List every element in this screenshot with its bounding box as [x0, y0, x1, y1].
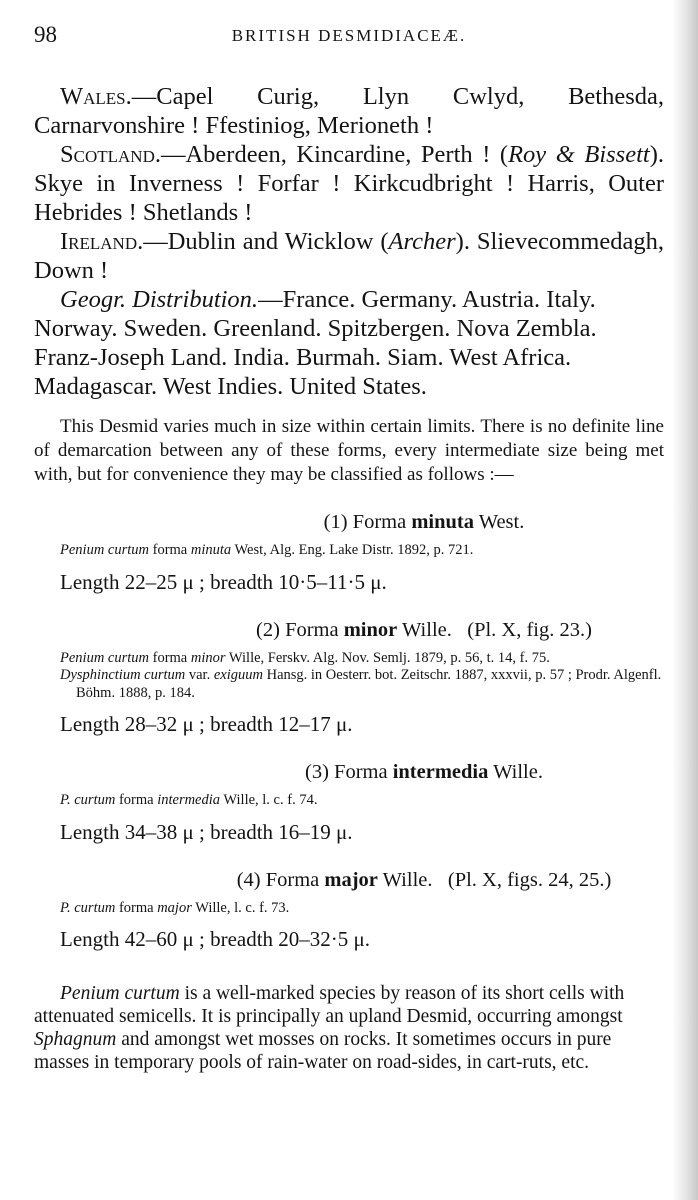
- forma-plate: (Pl. X, fig. 23.): [467, 618, 592, 641]
- forma-number: (2) Forma: [256, 618, 339, 641]
- forma-measurements: Length 28–32 μ ; breadth 12–17 μ.: [60, 712, 353, 736]
- distribution-section: [34, 82, 664, 401]
- closing-text-a: is a well-marked species by reason of its short cells with attenuated semicells. It is principally an upland Desmid, occurring amongst: [34, 983, 625, 1027]
- reference-species: Penium curtum: [60, 542, 149, 558]
- reference-citation: Wille, l. c. f. 74.: [223, 792, 318, 808]
- forma-author: Wille.: [493, 761, 543, 783]
- geog-label: Geogr. Distribution.: [60, 286, 259, 313]
- forma-heading: [184, 869, 664, 892]
- ireland-text-b: ). Slievecommedagh, Down !: [34, 228, 664, 284]
- forma-author: Wille.: [382, 868, 433, 891]
- reference-species: P. curtum: [60, 792, 116, 808]
- forma-heading: [184, 619, 664, 642]
- forma-author: Wille.: [402, 618, 452, 641]
- scotland-authors: Roy & Bissett: [508, 141, 650, 168]
- forma-plate: (Pl. X, figs. 24, 25.): [447, 868, 612, 891]
- reference-variety: major: [157, 899, 192, 916]
- forma-entry: [34, 619, 664, 738]
- wales-label: Wales.: [60, 83, 132, 110]
- reference-variety: minor: [190, 649, 226, 666]
- forma-reference: [60, 650, 664, 668]
- page-number: 98: [34, 22, 57, 47]
- wales-paragraph: [34, 82, 664, 140]
- reference-rank: forma: [118, 899, 154, 916]
- forma-name: minor: [343, 618, 398, 641]
- forma-reference: [60, 542, 664, 560]
- closing-section: [34, 982, 664, 1074]
- reference-rank: forma: [152, 542, 188, 558]
- forma-measurements: Length 34–38 μ ; breadth 16–19 μ.: [60, 819, 353, 844]
- ireland-author: Archer: [388, 228, 456, 255]
- wales-text: —Capel Curig, Llyn Cwlyd, Bethesda, Carnarvonshire ! Ffestiniog, Merioneth !: [34, 83, 664, 139]
- scotland-text-b: ). Skye in Inverness ! Forfar ! Kirkcudbright ! Harris, Outer Hebrides ! Shetlands !: [34, 141, 664, 226]
- reference-rank: var.: [188, 667, 211, 683]
- scotland-paragraph: [34, 140, 664, 227]
- forma-number: (4) Forma: [236, 868, 320, 891]
- forma-reference: [60, 900, 664, 918]
- page-edge-shadow: [672, 0, 698, 1200]
- running-title: BRITISH DESMIDIACEÆ.: [231, 26, 467, 45]
- forma-heading: [184, 761, 664, 784]
- geographic-distribution-paragraph: [34, 285, 664, 401]
- reference-species: Dysphinctium curtum: [60, 667, 186, 683]
- scotland-text-a: —Aberdeen, Kincardine, Perth ! (: [160, 141, 509, 168]
- closing-text-b: and amongst wet mosses on rocks. It sometimes occurs in pure masses in temporary pools of rain-water on road-sides, in cart-ruts, etc.: [34, 1029, 612, 1073]
- ireland-label: Ireland.: [60, 228, 144, 255]
- forma-heading: [184, 511, 664, 534]
- reference-variety: minuta: [190, 542, 232, 558]
- scotland-label: Scotland.: [60, 141, 161, 168]
- reference-variety: intermedia: [157, 792, 221, 808]
- reference-citation: Wille, Ferskv. Alg. Nov. Semlj. 1879, p. 56, t. 14, f. 75.: [228, 649, 550, 666]
- closing-species: Penium curtum: [60, 983, 180, 1004]
- closing-genus: Sphagnum: [34, 1029, 117, 1050]
- forma-number: (3) Forma: [305, 761, 388, 783]
- closing-paragraph: [34, 982, 664, 1074]
- forma-entry: [34, 511, 664, 595]
- reference-rank: forma: [118, 792, 154, 808]
- reference-citation: West, Alg. Eng. Lake Distr. 1892, p. 721.: [234, 542, 474, 558]
- reference-citation: Wille, l. c. f. 73.: [195, 899, 290, 916]
- ireland-text-a: —Dublin and Wicklow (: [143, 228, 389, 255]
- intro-section: [34, 415, 664, 487]
- forma-name: major: [324, 868, 378, 891]
- geog-text: —France. Germany. Austria. Italy. Norway. Sweden. Greenland. Spitzbergen. Nova Zembla. Franz-Joseph Land. India. Burmah. Siam. West Africa. Madagascar. West Indies. United States.: [34, 286, 597, 400]
- forma-author: West.: [478, 511, 525, 533]
- forma-name: intermedia: [392, 761, 489, 783]
- reference-variety: exiguum: [213, 667, 263, 683]
- intro-paragraph: This Desmid varies much in size within certain limits. There is no definite line of demarcation between any of these forms, every intermediate size being met with, but for convenience they may be classified as follows :—: [34, 416, 664, 485]
- reference-species: Penium curtum: [60, 649, 149, 666]
- forma-measurements: Length 22–25 μ ; breadth 10·5–11·5 μ.: [60, 569, 387, 594]
- forma-reference: [60, 667, 664, 702]
- reference-citation: Hansg. in Oesterr. bot. Zeitschr. 1887, xxxvii, p. 57 ; Prodr. Algenfl. Böhm. 1888, p. 184.: [76, 667, 662, 701]
- forma-number: (1) Forma: [323, 511, 407, 533]
- forma-reference: [60, 792, 664, 810]
- forma-name: minuta: [411, 511, 474, 533]
- formae-list: [34, 511, 664, 952]
- reference-rank: forma: [152, 649, 188, 666]
- forma-measurements: Length 42–60 μ ; breadth 20–32·5 μ.: [60, 927, 371, 951]
- forma-entry: [34, 869, 664, 953]
- page-header: [34, 22, 664, 52]
- reference-species: P. curtum: [60, 899, 116, 916]
- ireland-paragraph: [34, 227, 664, 285]
- forma-entry: [34, 761, 664, 845]
